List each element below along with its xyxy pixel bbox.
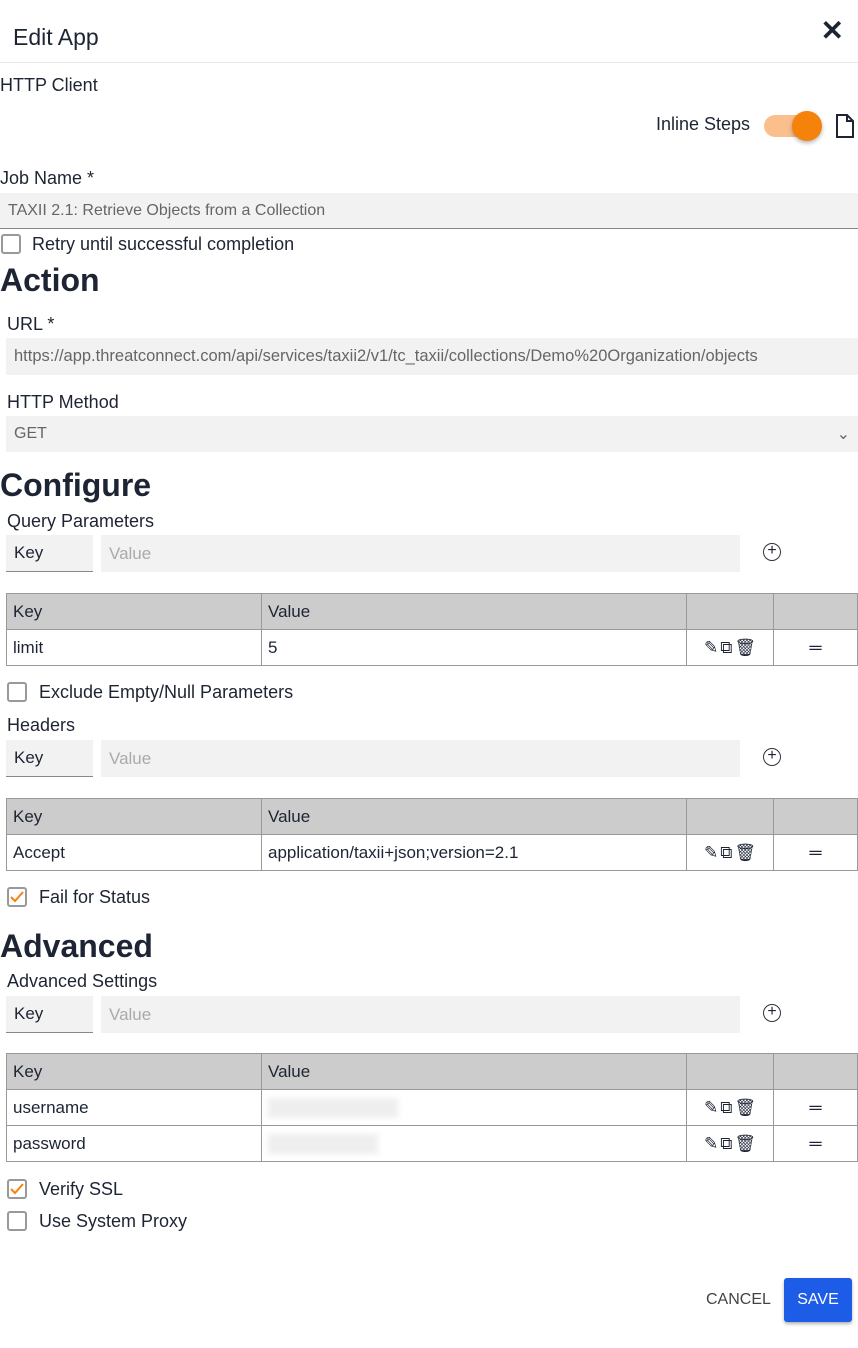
exclude-empty-label: Exclude Empty/Null Parameters: [39, 682, 294, 702]
add-header-icon[interactable]: +: [763, 748, 781, 766]
copy-icon[interactable]: ⧉: [720, 842, 733, 862]
table-row: [7, 1090, 858, 1126]
dialog-title: Edit App: [13, 24, 99, 50]
http-method-select[interactable]: [6, 416, 858, 452]
drag-handle-icon[interactable]: ═: [774, 1126, 858, 1162]
row-key: password: [7, 1126, 262, 1162]
add-advanced-setting-icon[interactable]: +: [763, 1004, 781, 1022]
header-key-input[interactable]: Key: [6, 740, 93, 777]
trash-icon[interactable]: 🗑: [734, 1097, 756, 1117]
query-parameters-table: [6, 593, 858, 666]
close-icon[interactable]: ✕: [820, 15, 844, 46]
col-value: Value: [262, 594, 687, 630]
col-value: Value: [262, 799, 687, 835]
copy-icon[interactable]: ⧉: [720, 1097, 733, 1117]
cancel-button[interactable]: CANCEL: [706, 1291, 771, 1308]
action-heading: Action: [0, 262, 100, 298]
trash-icon[interactable]: 🗑: [734, 1133, 756, 1153]
col-key: Key: [7, 594, 262, 630]
copy-icon[interactable]: ⧉: [720, 637, 733, 657]
advanced-value-input[interactable]: Value: [101, 996, 740, 1033]
query-parameters-label: Query Parameters: [7, 511, 155, 531]
inline-steps-label: Inline Steps: [656, 114, 751, 134]
drag-handle-icon[interactable]: ═: [774, 1090, 858, 1126]
job-name-label: Job Name *: [0, 168, 95, 188]
retry-label: Retry until successful completion: [32, 234, 295, 254]
drag-handle-icon[interactable]: ═: [774, 630, 858, 666]
col-key: Key: [7, 799, 262, 835]
row-value: application/taxii+json;version=2.1: [262, 835, 687, 871]
verify-ssl-checkbox[interactable]: [7, 1179, 27, 1199]
redacted-value: [268, 1134, 378, 1154]
col-value: Value: [262, 1054, 687, 1090]
table-row: [7, 630, 858, 666]
headers-label: Headers: [7, 715, 76, 735]
document-icon[interactable]: [834, 113, 856, 144]
copy-icon[interactable]: ⧉: [720, 1133, 733, 1153]
url-label: URL *: [7, 314, 55, 334]
verify-ssl-label: Verify SSL: [39, 1179, 124, 1199]
retry-checkbox[interactable]: [1, 234, 21, 254]
col-key: Key: [7, 1054, 262, 1090]
redacted-value: [268, 1098, 398, 1118]
row-value: 5: [262, 630, 687, 666]
row-key: username: [7, 1090, 262, 1126]
divider: [0, 62, 858, 63]
table-row: [7, 835, 858, 871]
url-input[interactable]: https://app.threatconnect.com/api/services/taxii2/v1/tc_taxii/collections/Demo%20Organization/objects: [6, 338, 858, 375]
add-query-parameter-icon[interactable]: +: [763, 543, 781, 561]
system-proxy-checkbox[interactable]: [7, 1211, 27, 1231]
fail-for-status-checkbox[interactable]: [7, 887, 27, 907]
edit-icon[interactable]: ✎: [704, 637, 719, 657]
advanced-heading: Advanced: [0, 928, 153, 964]
edit-icon[interactable]: ✎: [704, 1133, 719, 1153]
system-proxy-label: Use System Proxy: [39, 1211, 188, 1231]
row-key: limit: [7, 630, 262, 666]
edit-icon[interactable]: ✎: [704, 842, 719, 862]
chevron-down-icon: ⌄: [836, 426, 850, 443]
advanced-settings-label: Advanced Settings: [7, 971, 158, 991]
query-value-input[interactable]: Value: [101, 535, 740, 572]
edit-icon[interactable]: ✎: [704, 1097, 719, 1117]
inline-steps-toggle[interactable]: [764, 115, 820, 137]
advanced-key-input[interactable]: Key: [6, 996, 93, 1033]
trash-icon[interactable]: 🗑: [734, 637, 756, 657]
exclude-empty-checkbox[interactable]: [7, 682, 27, 702]
http-method-value: GET: [14, 425, 47, 442]
header-value-input[interactable]: Value: [101, 740, 740, 777]
drag-handle-icon[interactable]: ═: [774, 835, 858, 871]
fail-for-status-label: Fail for Status: [39, 887, 151, 907]
trash-icon[interactable]: 🗑: [734, 842, 756, 862]
http-method-label: HTTP Method: [7, 392, 119, 412]
job-name-input[interactable]: TAXII 2.1: Retrieve Objects from a Collection: [0, 193, 858, 229]
save-button[interactable]: SAVE: [784, 1278, 852, 1322]
app-type: HTTP Client: [0, 75, 98, 95]
configure-heading: Configure: [0, 467, 152, 503]
advanced-settings-table: [6, 1053, 858, 1162]
row-key: Accept: [7, 835, 262, 871]
table-row: [7, 1126, 858, 1162]
headers-table: [6, 798, 858, 871]
query-key-input[interactable]: Key: [6, 535, 93, 572]
